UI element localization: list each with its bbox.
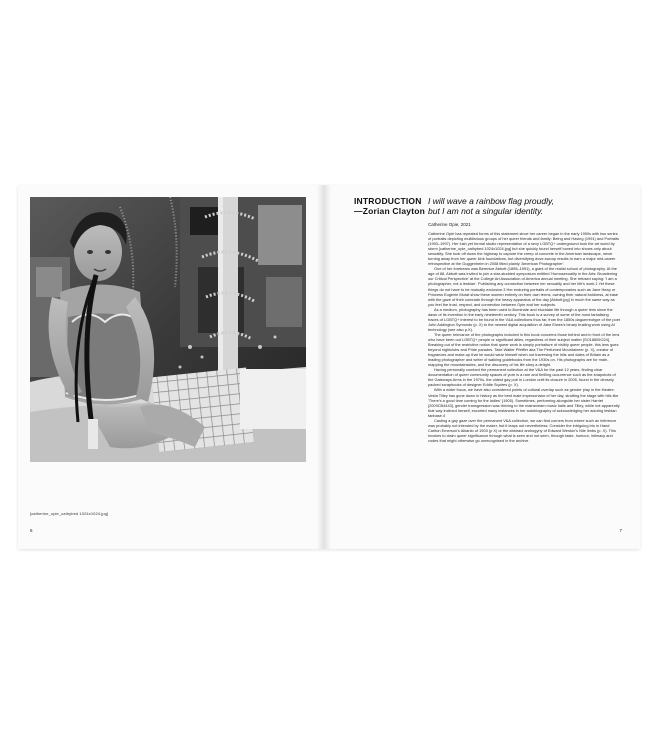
photo-caption: [catherine_opie_cathybed 1024x1024.jpg] [30,511,109,516]
paragraph: Casting a gay gaze over the permanent V&A collection, we can find corners from where such an inference was probably not intended by the maker, but it leaps out nevertheless. Consider the intriguing trio in Hand Carlton Emerson's Alkanto of 1903 (p X) or the abstract androgyny of Edward Weston's Nile limbs (p. X). This invokes to claim queer significance through what is seen and not seen, through taste, humour, intimacy and codes that might otherwise go unrecognised in the archive. [428,417,617,443]
paragraph: One of her forebears was Berenice Abbott (1898–1991), a giant of the realist school of photography. At the age of 88, Abbott was invited to join a star-studded symposium entitled 'Homosexuality in the Arts: Broadening our Critical Perspective' at the College Art Association of America annual meeting. She refused saying: 'I am a photographer, not a lesbian'. Publishing any connection between her sexuality and her life's work.1 Yet these things do not have to be mutually exclusive.3 Her enduring portraits of contemporaries such as Jane Heap or Princess Eugenie Murat show these women entirely on their own terms, owning their natural boldness, at ease with the gaze of their comrade through the heavy apparatus of the day [Abbott.jpg] in much the same way as you feel the trust, respect, and connection between Opie and her subjects. [428,266,619,307]
page-number-right: 7 [619,528,622,533]
paragraph: Having personally combed the permanent collection at the V&A for the past 12 years, finding clear documentation of queer community spaces of yore is a rare and thrilling occurrence such as the snapshots of the Gateways Arms in the 1970s, the oldest gay pub in London until its closure in 2005, found in the densely packed scrapbooks of designer Eddie Squires (p. X). [428,367,616,388]
paragraph: As a medium, photography has been used to illuminate and elucidate life through a queer lens since the dawn of its invention in the early nineteenth century. This book is a survey of some of the most tantalising traces of LGBTQ+ interest to be found in the V&A collections thus far, from the 1850s daguerreotype of the poet John Addington Symonds (p. X) to the newest digital acquisition of Jake Elwes's binary busting work using AI technology (see also p.X). [428,306,620,332]
chapter-title: INTRODUCTION [354,196,422,206]
epigraph-quote [428,196,554,216]
epigraph-attribution: Catherine Opie, 2021 [428,222,471,227]
body-text [428,231,620,531]
left-page [18,185,324,549]
paragraph: With a wider focus, we have also considered points of cultural overlap such as gender play in the theatre. Vesta Tilley has gone down in history as the best male impersonator of her day, strutting the stage with hits like 'There's a good time coming for the ladies' (1905). Sometimes, performing alongside her sister Harriet [2009CB4443], gender transgression was thriving to the mainstream music halls and Tilley, while not apparently that way inclined herself, escorted many instances in her autobiography of acknowledging her adoring lesbian fanbase.4 [428,387,620,418]
right-page [324,185,640,549]
paragraph: Catherine Opie has repeated forms of this statement since her career began in the early 1990s with two series of portraits depicting multifarious groups of her queer friends and family: Being and Having (1991) and Portraits (1993–1997). Her lush yet formal studio representation of a sexy LGBTQ+ underground took the art world by storm [catherine_opie_cathybed 1024x1024.jpg] but she quickly found herself boxed into shows only about sexuality. She took off down the highway to capture the creep of concrete in the American landscape, never turning away from her queer kink foundations, but diversifying dove-swoop results to earn a major mid-career retrospective at the Guggenheim in 2008 titled plainly 'American Photographer'. [428,231,619,267]
page-number-left: 6 [30,528,33,533]
paragraph: The queer relevance of the photographs included in this book concerns those behind and in front of the lens who have been out LGBTQ+ people or significant allies, regardless of their subject matter [SO18805O24]. Breaking out of the restrictive notion that queer work is simply portraiture of visibly queer people, this lens goes beyond nightclubs and Pride parades. Take Walter Pfeiffer aka The Perfumed Mountaineer (p. X), creator of fragrances and make-up that he would wear himself when out traversing the hills and dales of Britain as a leading photographer and writer of walking guidebooks from the 1930s on. His photographs are for male-mapping the mountainsides, and the discovery of his life story a delight. [428,331,620,368]
epigraph-line-2: but I am not a singular identity. [428,206,544,216]
chapter-author: —Zorian Clayton [354,206,426,216]
book-spread [18,185,640,549]
chapter-heading [354,196,425,216]
black-and-white-portrait-photo [30,197,306,462]
epigraph-line-1: I will wave a rainbow flag proudly, [428,196,554,206]
